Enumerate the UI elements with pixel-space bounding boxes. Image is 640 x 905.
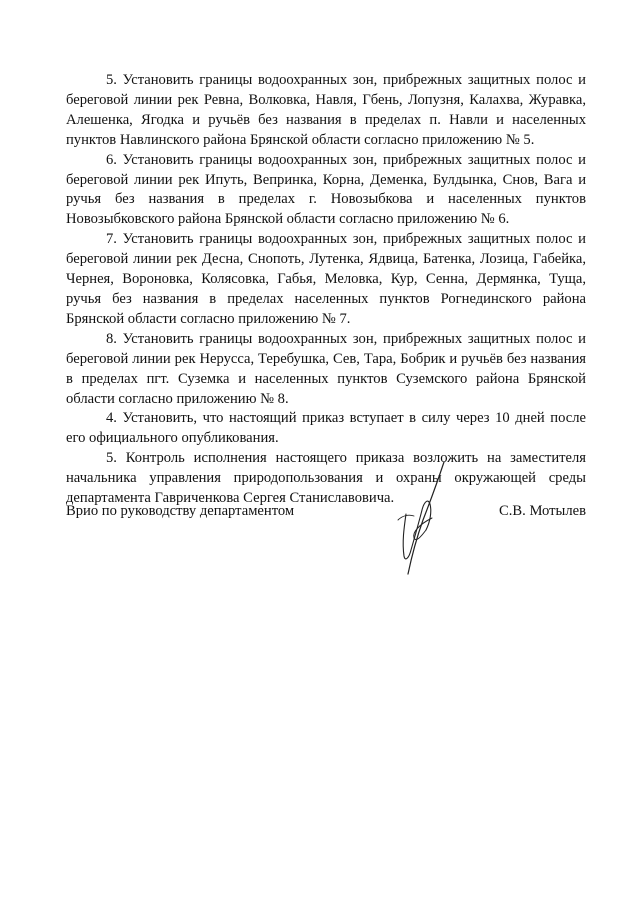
paragraph-item-4-effective-date: 4. Установить, что настоящий приказ вступает в силу через 10 дней после его официального опубликования.: [66, 410, 586, 447]
paragraph-item-5-control: 5. Контроль исполнения настоящего приказа возложить на заместителя начальника управления природопользования и охраны окружающей среды департамента Гавриченкова Сергея Станиславовича.: [66, 450, 586, 507]
paragraph-item-8-suzemka: 8. Установить границы водоохранных зон, прибрежных защитных полос и береговой линии рек Нерусса, Теребушка, Сев, Тара, Бобрик и ручьёв без названия в пределах пгт. Суземка и населенных пунктов Суземского района Брянской области согласно приложению № 8.: [66, 330, 586, 407]
document-body: [66, 71, 586, 509]
paragraph-item-5-navlya: 5. Установить границы водоохранных зон, прибрежных защитных полос и береговой линии рек Ревна, Волковка, Навля, Гбень, Лопузня, Калахва, Журавка, Алешенка, Ягодка и ручьёв без названия в пределах п. Навли и населенных пунктов Навлинского района Брянской области согласно приложению № 5.: [66, 72, 586, 148]
paragraph-item-7-rognedino: 7. Установить границы водоохранных зон, прибрежных защитных полос и береговой линии рек Десна, Снопоть, Лутенка, Ядвица, Батенка, Лозица, Габейка, Чернея, Вороновка, Колясовка, Габья, Меловка, Кур, Сенна, Дермянка, Туща, ручья без названия в пределах населенных пунктов Рогнединского района Брянской области согласно приложению № 7.: [66, 231, 586, 327]
handwritten-signature: [392, 458, 452, 578]
signatory-name: С.В. Мотылев: [499, 503, 586, 519]
paragraph-item-6-novozybkov: 6. Установить границы водоохранных зон, прибрежных защитных полос и береговой линии рек Ипуть, Вепринка, Корна, Деменка, Булдынка, Снов, Вага и ручья без названия в пределах г. Новозыбкова и населенных пунктов Новозыбковского района Брянской области согласно приложению № 6.: [66, 151, 586, 228]
signatory-position: Врио по руководству департаментом: [66, 503, 295, 519]
